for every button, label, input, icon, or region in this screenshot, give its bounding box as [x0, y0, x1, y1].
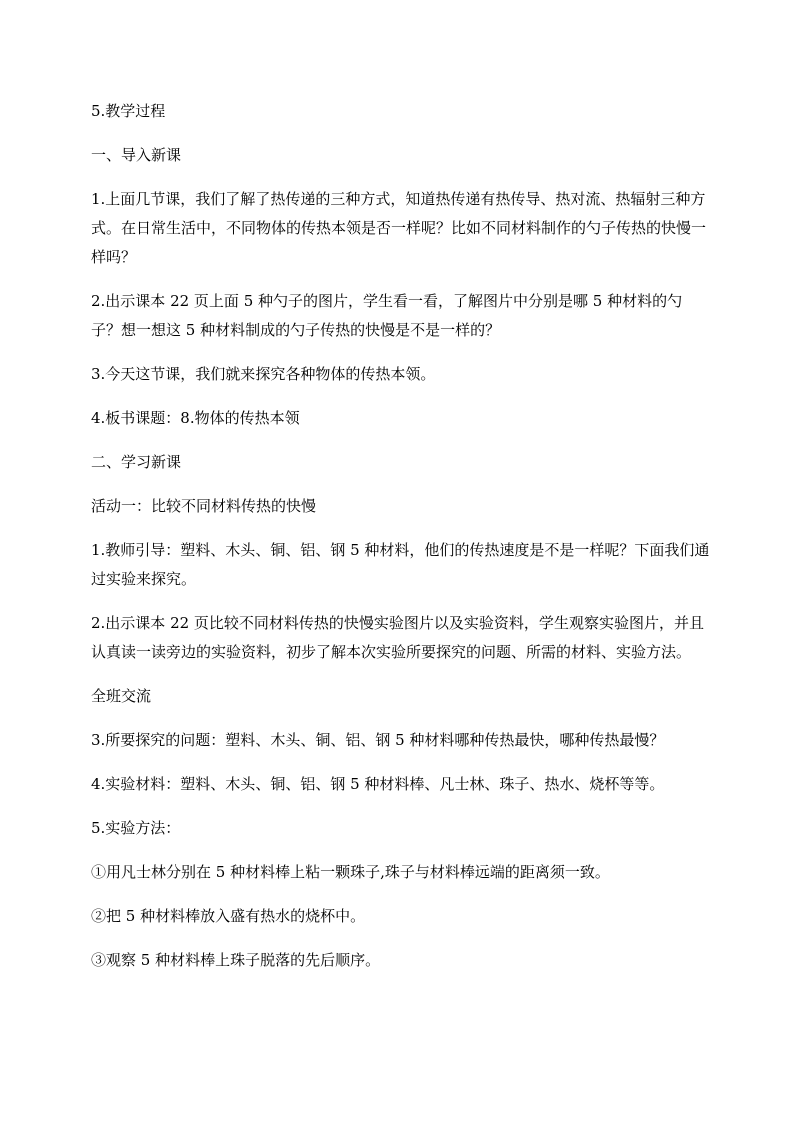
paragraph-intro-1: 1.上面几节课，我们了解了热传递的三种方式，知道热传递有热传导、热对流、热辐射三种方式。在日常生活中，不同物体的传热本领是否一样呢？比如不同材料制作的勺子传热的快慢一样吗？ — [91, 190, 707, 266]
section-heading-teaching-process: 5.教学过程 — [91, 102, 166, 120]
paragraph-method-heading: 5.实验方法： — [91, 819, 181, 837]
paragraph-materials: 4.实验材料：塑料、木头、铜、铝、钢 5 种材料棒、凡士林、珠子、热水、烧杯等等。 — [91, 775, 665, 793]
section-heading-introduction: 一、导入新课 — [91, 146, 182, 164]
method-step-3: ③观察 5 种材料棒上珠子脱落的先后顺序。 — [91, 951, 381, 969]
document-body — [91, 97, 711, 990]
paragraph-activity-2: 2.出示课本 22 页比较不同材料传热的快慢实验图片以及实验资料，学生观察实验图片，并且认真读一读旁边的实验资料，初步了解本次实验所要探究的问题、所需的材料、实验方法。 — [91, 614, 704, 661]
method-step-1: ①用凡士林分别在 5 种材料棒上粘一颗珠子,珠子与材料棒远端的距离须一致。 — [91, 863, 610, 881]
paragraph-activity-1: 1.教师引导：塑料、木头、铜、铝、钢 5 种材料，他们的传热速度是不是一样呢？下面我们通过实验来探究。 — [91, 541, 710, 588]
paragraph-intro-4: 4.板书课题：8.物体的传热本领 — [91, 409, 300, 427]
paragraph-question: 3.所要探究的问题：塑料、木头、铜、铝、钢 5 种材料哪种传热最快，哪种传热最慢？ — [91, 731, 665, 749]
class-discussion-heading: 全班交流 — [91, 687, 152, 705]
paragraph-intro-3: 3.今天这节课，我们就来探究各种物体的传热本领。 — [91, 365, 436, 383]
activity-heading: 活动一：比较不同材料传热的快慢 — [91, 497, 317, 515]
method-step-2: ②把 5 种材料棒放入盛有热水的烧杯中。 — [91, 907, 366, 925]
section-heading-new-lesson: 二、学习新课 — [91, 453, 182, 471]
paragraph-intro-2: 2.出示课本 22 页上面 5 种勺子的图片，学生看一看，了解图片中分别是哪 5 种材料的勺子？想一想这 5 种材料制成的勺子传热的快慢是不是一样的？ — [91, 292, 683, 339]
